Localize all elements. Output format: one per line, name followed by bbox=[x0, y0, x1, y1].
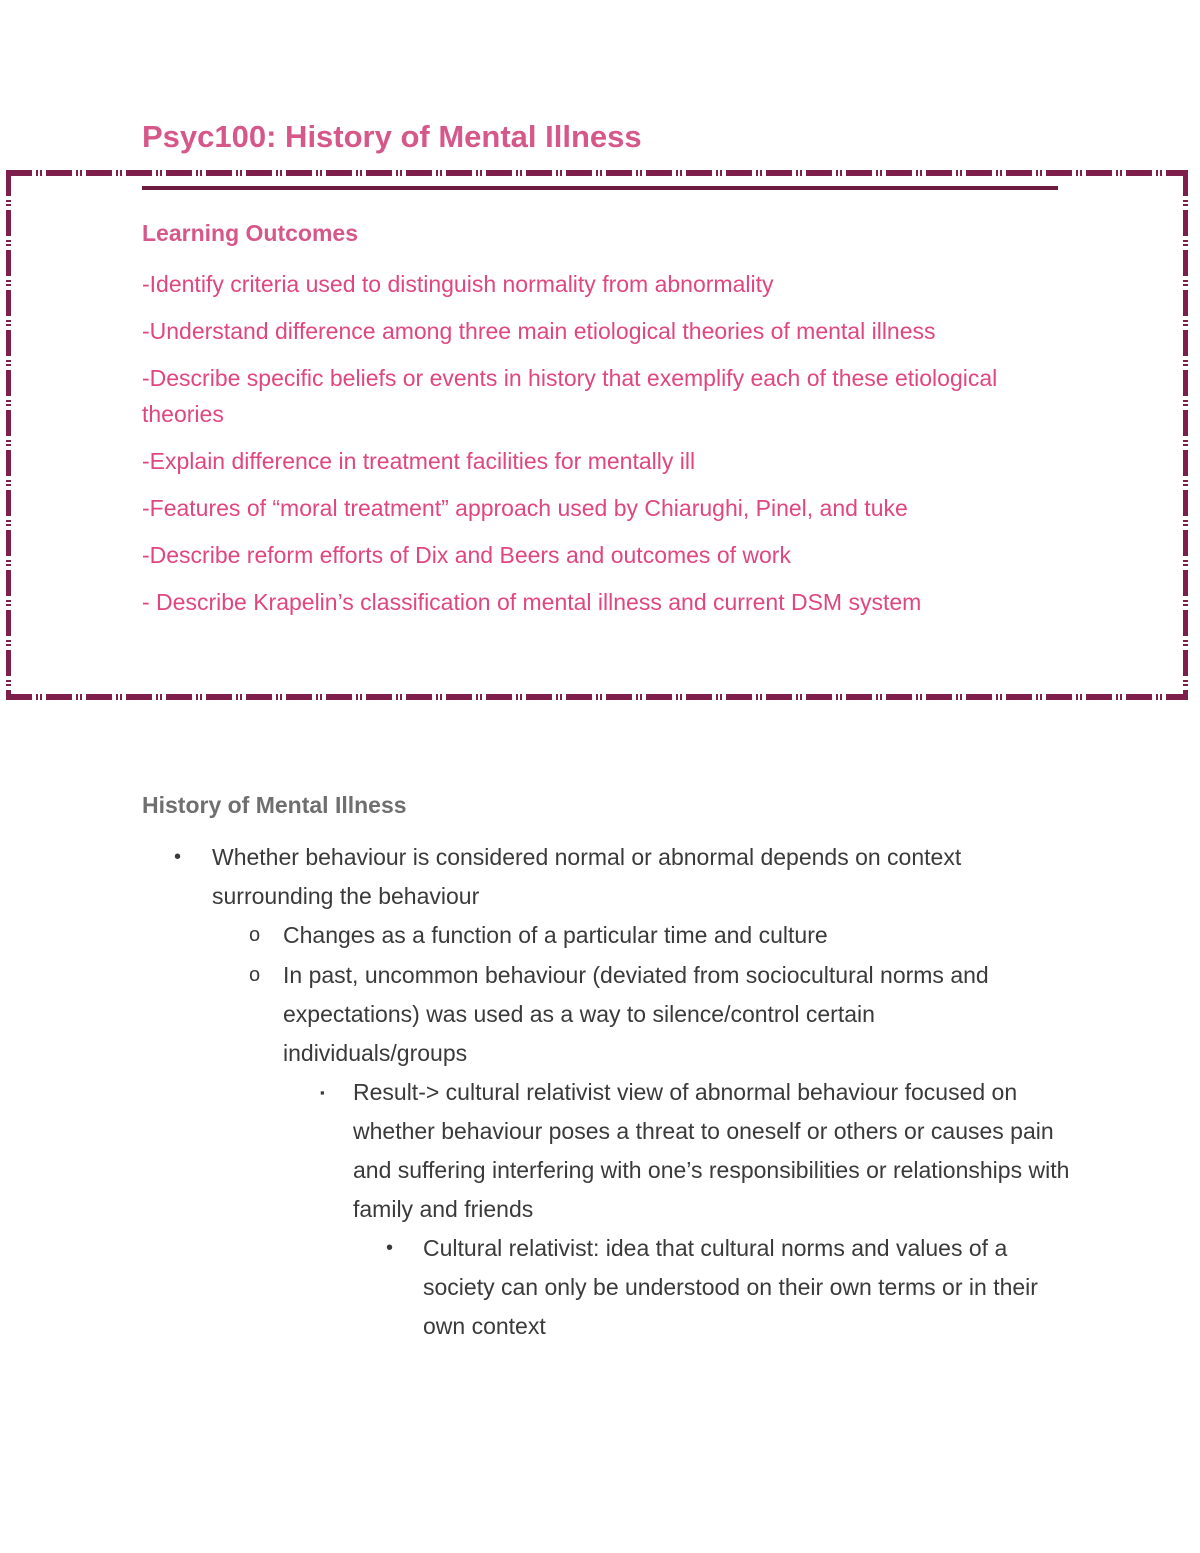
learning-outcome-item: -Describe reform efforts of Dix and Beers and outcomes of work bbox=[142, 542, 791, 568]
box-border-top bbox=[6, 170, 1188, 176]
bullet-dot-icon: • bbox=[386, 1237, 394, 1259]
box-border-left bbox=[6, 170, 11, 700]
bullet-circle-icon: o bbox=[249, 964, 261, 986]
history-bullet-level2: In past, uncommon behaviour (deviated from sociocultural norms and expectations) was used as a way to silence/control certain individuals/groups bbox=[283, 962, 989, 1066]
learning-outcome-item: -Features of “moral treatment” approach used by Chiarughi, Pinel, and tuke bbox=[142, 495, 908, 521]
history-bullet-level3: Result-> cultural relativist view of abnormal behaviour focused on whether behaviour poses a threat to oneself or others or causes pain and suffering interfering with one’s responsibilities or relationships with family and friends bbox=[353, 1079, 1070, 1222]
history-bullet-level1: Whether behaviour is considered normal or abnormal depends on context surrounding the behaviour bbox=[212, 844, 962, 909]
learning-outcome-item: -Understand difference among three main etiological theories of mental illness bbox=[142, 318, 936, 344]
history-bullet-level2: Changes as a function of a particular time and culture bbox=[283, 922, 828, 948]
bullet-circle-icon: o bbox=[249, 924, 261, 946]
box-border-right bbox=[1183, 170, 1188, 700]
box-border-bottom bbox=[6, 694, 1188, 700]
page-title: Psyc100: History of Mental Illness bbox=[142, 119, 642, 154]
history-bullet-level4: Cultural relativist: idea that cultural norms and values of a society can only be understood on their own terms or in their own context bbox=[423, 1235, 1038, 1339]
bullet-square-icon: ▪ bbox=[320, 1085, 325, 1100]
learning-outcomes-list bbox=[142, 266, 1042, 631]
learning-outcome-item: -Explain difference in treatment facilities for mentally ill bbox=[142, 448, 696, 474]
learning-outcome-item: -Identify criteria used to distinguish normality from abnormality bbox=[142, 271, 774, 297]
title-divider bbox=[142, 186, 1058, 190]
learning-outcome-item: - Describe Krapelin’s classification of mental illness and current DSM system bbox=[142, 589, 922, 615]
learning-outcomes-heading: Learning Outcomes bbox=[142, 220, 358, 246]
history-heading: History of Mental Illness bbox=[142, 792, 407, 818]
bullet-dot-icon: • bbox=[174, 846, 182, 868]
learning-outcome-item: -Describe specific beliefs or events in history that exemplify each of these etiological theories bbox=[142, 365, 998, 427]
